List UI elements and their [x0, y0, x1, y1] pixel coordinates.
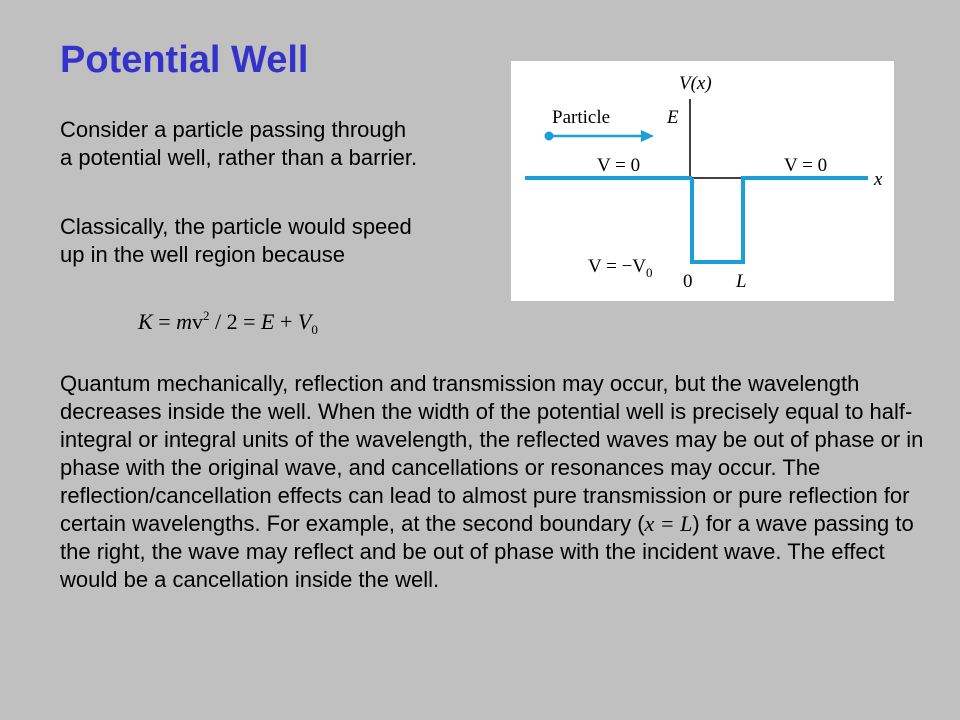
eq-v0: V [297, 309, 312, 334]
intro-line-2: a potential well, rather than a barrier. [60, 145, 418, 170]
quantum-inline-expression: x = L [644, 511, 693, 536]
classical-paragraph [60, 213, 412, 269]
classical-line-2: up in the well region because [60, 242, 345, 267]
axis-label-y: V(x) [679, 73, 712, 94]
origin-label: 0 [683, 271, 693, 292]
eq-exponent: 2 [203, 308, 210, 323]
eq-e: E [261, 309, 275, 334]
kinetic-energy-equation [138, 307, 318, 337]
classical-line-1: Classically, the particle would speed [60, 214, 412, 239]
eq-equals: = [158, 309, 177, 334]
intro-line-1: Consider a particle passing through [60, 117, 407, 142]
quantum-text-before: Quantum mechanically, reflection and transmission may occur, but the wavelength decreases inside the well. When the width of the potential well is precisely equal to half-integral or integral units of the wavelength, the reflected waves may be out of phase or in phase with the original wave, and cancellations or resonances may occur. The reflection/cancellation effects can lead to almost pure transmission or pure reflection for certain wavelengths. For example, at the second boundary ( [60, 371, 924, 536]
particle-label: Particle [552, 107, 611, 128]
axis-label-x: x [874, 169, 883, 190]
eq-m: m [176, 309, 192, 334]
well-outline [692, 178, 743, 262]
energy-label: E [667, 107, 679, 128]
eq-v: v [192, 309, 203, 334]
eq-rest: / 2 = [209, 309, 262, 334]
well-depth-main: V = −V [588, 256, 647, 277]
intro-paragraph [60, 116, 417, 172]
potential-well-diagram [511, 61, 894, 301]
particle-dot [545, 132, 554, 141]
eq-k: K [138, 309, 153, 334]
quantum-paragraph [60, 370, 930, 594]
width-label: L [736, 271, 747, 292]
slide-title: Potential Well [60, 39, 309, 81]
eq-plus: + [274, 309, 298, 334]
right-region-label: V = 0 [784, 155, 828, 176]
quantum-text-after: ) for a wave passing to the right, the wave may reflect and be out of phase with the incident wave. The effect would be a cancellation inside the well. [60, 511, 914, 592]
well-depth-sub: 0 [646, 265, 653, 280]
potential-well-svg [511, 61, 894, 301]
eq-subscript: 0 [311, 322, 318, 337]
well-depth-label [588, 256, 653, 280]
left-region-label: V = 0 [597, 155, 641, 176]
particle-arrow-head [641, 130, 654, 142]
